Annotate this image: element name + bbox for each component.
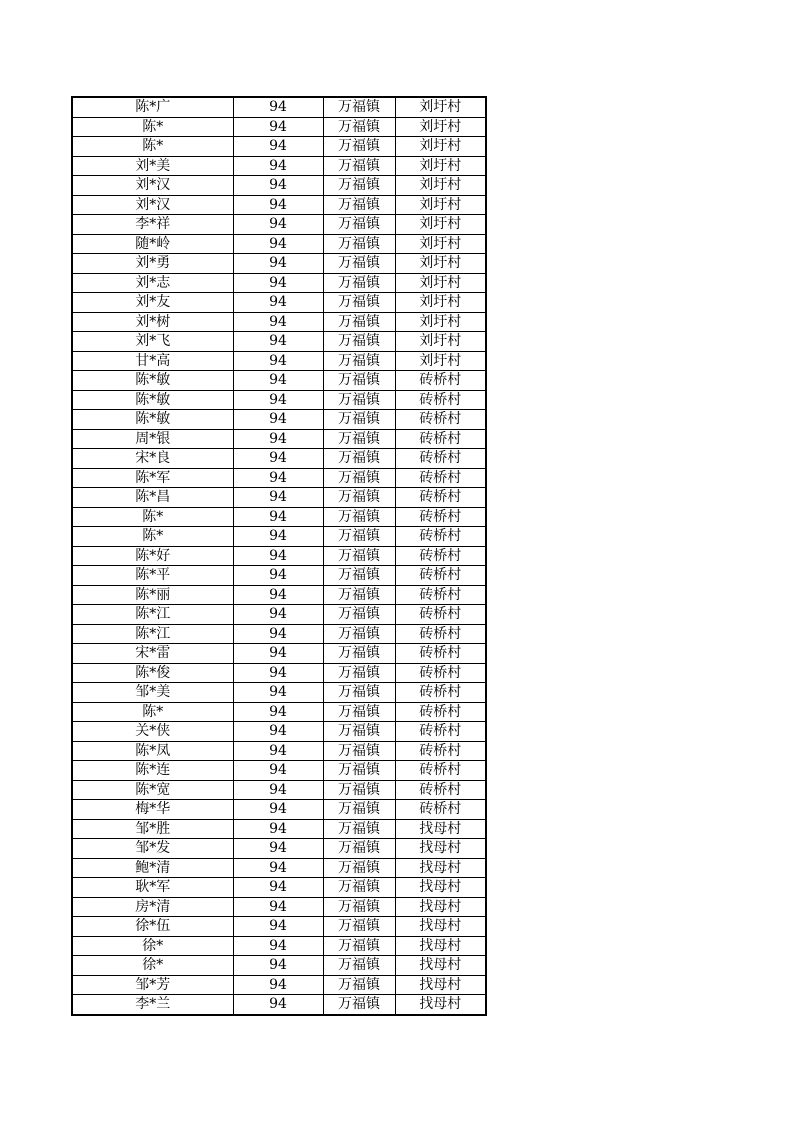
village-cell: 砖桥村 <box>395 468 486 488</box>
name-cell: 陈*江 <box>72 624 233 644</box>
town-cell: 万福镇 <box>323 371 395 391</box>
name-cell: 陈*广 <box>72 97 233 117</box>
name-cell: 陈*江 <box>72 605 233 625</box>
town-cell: 万福镇 <box>323 176 395 196</box>
name-cell: 陈*宽 <box>72 780 233 800</box>
table-row <box>72 468 486 488</box>
age-cell: 94 <box>233 293 323 313</box>
name-cell: 陈*凤 <box>72 741 233 761</box>
table-row <box>72 449 486 469</box>
village-cell: 找母村 <box>395 995 486 1015</box>
table-row <box>72 819 486 839</box>
town-cell: 万福镇 <box>323 429 395 449</box>
age-cell: 94 <box>233 917 323 937</box>
village-cell: 找母村 <box>395 839 486 859</box>
town-cell: 万福镇 <box>323 722 395 742</box>
village-cell: 砖桥村 <box>395 449 486 469</box>
age-cell: 94 <box>233 741 323 761</box>
age-cell: 94 <box>233 780 323 800</box>
table-row <box>72 936 486 956</box>
village-cell: 砖桥村 <box>395 800 486 820</box>
name-cell: 刘*友 <box>72 293 233 313</box>
name-cell: 陈*军 <box>72 468 233 488</box>
name-cell: 宋*雷 <box>72 644 233 664</box>
age-cell: 94 <box>233 371 323 391</box>
town-cell: 万福镇 <box>323 195 395 215</box>
table-row <box>72 624 486 644</box>
name-cell: 刘*美 <box>72 156 233 176</box>
name-cell: 关*侠 <box>72 722 233 742</box>
village-cell: 砖桥村 <box>395 722 486 742</box>
table-row <box>72 741 486 761</box>
village-cell: 找母村 <box>395 819 486 839</box>
age-cell: 94 <box>233 956 323 976</box>
name-cell: 刘*勇 <box>72 254 233 274</box>
data-table <box>71 96 487 1016</box>
age-cell: 94 <box>233 566 323 586</box>
age-cell: 94 <box>233 410 323 430</box>
town-cell: 万福镇 <box>323 449 395 469</box>
village-cell: 刘圩村 <box>395 351 486 371</box>
town-cell: 万福镇 <box>323 800 395 820</box>
age-cell: 94 <box>233 507 323 527</box>
village-cell: 砖桥村 <box>395 702 486 722</box>
town-cell: 万福镇 <box>323 390 395 410</box>
town-cell: 万福镇 <box>323 644 395 664</box>
name-cell: 陈*敏 <box>72 410 233 430</box>
age-cell: 94 <box>233 429 323 449</box>
table-row <box>72 117 486 137</box>
village-cell: 砖桥村 <box>395 624 486 644</box>
town-cell: 万福镇 <box>323 332 395 352</box>
table-row <box>72 507 486 527</box>
age-cell: 94 <box>233 878 323 898</box>
table-row <box>72 293 486 313</box>
age-cell: 94 <box>233 819 323 839</box>
name-cell: 刘*汉 <box>72 176 233 196</box>
town-cell: 万福镇 <box>323 917 395 937</box>
village-cell: 找母村 <box>395 858 486 878</box>
age-cell: 94 <box>233 839 323 859</box>
age-cell: 94 <box>233 546 323 566</box>
town-cell: 万福镇 <box>323 351 395 371</box>
town-cell: 万福镇 <box>323 878 395 898</box>
age-cell: 94 <box>233 332 323 352</box>
age-cell: 94 <box>233 468 323 488</box>
village-cell: 刘圩村 <box>395 176 486 196</box>
age-cell: 94 <box>233 722 323 742</box>
town-cell: 万福镇 <box>323 546 395 566</box>
age-cell: 94 <box>233 176 323 196</box>
age-cell: 94 <box>233 702 323 722</box>
age-cell: 94 <box>233 761 323 781</box>
name-cell: 陈* <box>72 507 233 527</box>
name-cell: 宋*良 <box>72 449 233 469</box>
town-cell: 万福镇 <box>323 97 395 117</box>
table-row <box>72 995 486 1015</box>
age-cell: 94 <box>233 624 323 644</box>
town-cell: 万福镇 <box>323 117 395 137</box>
table-row <box>72 956 486 976</box>
village-cell: 找母村 <box>395 917 486 937</box>
village-cell: 刘圩村 <box>395 195 486 215</box>
town-cell: 万福镇 <box>323 839 395 859</box>
age-cell: 94 <box>233 995 323 1015</box>
village-cell: 砖桥村 <box>395 683 486 703</box>
name-cell: 梅*华 <box>72 800 233 820</box>
table-row <box>72 722 486 742</box>
town-cell: 万福镇 <box>323 663 395 683</box>
table-row <box>72 780 486 800</box>
town-cell: 万福镇 <box>323 780 395 800</box>
village-cell: 砖桥村 <box>395 644 486 664</box>
table-row <box>72 273 486 293</box>
village-cell: 砖桥村 <box>395 527 486 547</box>
table-row <box>72 663 486 683</box>
town-cell: 万福镇 <box>323 312 395 332</box>
village-cell: 刘圩村 <box>395 254 486 274</box>
town-cell: 万福镇 <box>323 605 395 625</box>
name-cell: 周*银 <box>72 429 233 449</box>
town-cell: 万福镇 <box>323 819 395 839</box>
town-cell: 万福镇 <box>323 585 395 605</box>
table-row <box>72 254 486 274</box>
name-cell: 甘*高 <box>72 351 233 371</box>
table-row <box>72 156 486 176</box>
town-cell: 万福镇 <box>323 975 395 995</box>
town-cell: 万福镇 <box>323 273 395 293</box>
name-cell: 刘*志 <box>72 273 233 293</box>
village-cell: 砖桥村 <box>395 780 486 800</box>
table-row <box>72 566 486 586</box>
age-cell: 94 <box>233 215 323 235</box>
name-cell: 陈* <box>72 527 233 547</box>
village-cell: 砖桥村 <box>395 741 486 761</box>
village-cell: 刘圩村 <box>395 273 486 293</box>
town-cell: 万福镇 <box>323 683 395 703</box>
age-cell: 94 <box>233 936 323 956</box>
table-row <box>72 351 486 371</box>
age-cell: 94 <box>233 195 323 215</box>
table-row <box>72 702 486 722</box>
village-cell: 刘圩村 <box>395 97 486 117</box>
name-cell: 邹*胜 <box>72 819 233 839</box>
village-cell: 砖桥村 <box>395 663 486 683</box>
village-cell: 刘圩村 <box>395 117 486 137</box>
town-cell: 万福镇 <box>323 527 395 547</box>
name-cell: 随*岭 <box>72 234 233 254</box>
village-cell: 找母村 <box>395 878 486 898</box>
village-cell: 刘圩村 <box>395 215 486 235</box>
table-row <box>72 878 486 898</box>
town-cell: 万福镇 <box>323 234 395 254</box>
table-row <box>72 897 486 917</box>
name-cell: 陈*俊 <box>72 663 233 683</box>
village-cell: 砖桥村 <box>395 507 486 527</box>
village-cell: 砖桥村 <box>395 761 486 781</box>
age-cell: 94 <box>233 858 323 878</box>
table-row <box>72 312 486 332</box>
age-cell: 94 <box>233 897 323 917</box>
town-cell: 万福镇 <box>323 137 395 157</box>
table-row <box>72 858 486 878</box>
name-cell: 陈* <box>72 117 233 137</box>
table-row <box>72 410 486 430</box>
table-row <box>72 390 486 410</box>
age-cell: 94 <box>233 644 323 664</box>
town-cell: 万福镇 <box>323 215 395 235</box>
name-cell: 徐*伍 <box>72 917 233 937</box>
town-cell: 万福镇 <box>323 761 395 781</box>
name-cell: 李*祥 <box>72 215 233 235</box>
village-cell: 砖桥村 <box>395 585 486 605</box>
table-row <box>72 234 486 254</box>
town-cell: 万福镇 <box>323 566 395 586</box>
name-cell: 徐* <box>72 936 233 956</box>
village-cell: 刘圩村 <box>395 312 486 332</box>
age-cell: 94 <box>233 156 323 176</box>
age-cell: 94 <box>233 254 323 274</box>
town-cell: 万福镇 <box>323 741 395 761</box>
village-cell: 找母村 <box>395 897 486 917</box>
name-cell: 耿*军 <box>72 878 233 898</box>
name-cell: 陈*平 <box>72 566 233 586</box>
village-cell: 砖桥村 <box>395 410 486 430</box>
table-row <box>72 683 486 703</box>
village-cell: 砖桥村 <box>395 371 486 391</box>
village-cell: 找母村 <box>395 975 486 995</box>
name-cell: 刘*树 <box>72 312 233 332</box>
name-cell: 陈*敏 <box>72 371 233 391</box>
village-cell: 砖桥村 <box>395 429 486 449</box>
village-cell: 找母村 <box>395 956 486 976</box>
town-cell: 万福镇 <box>323 488 395 508</box>
town-cell: 万福镇 <box>323 995 395 1015</box>
table-row <box>72 546 486 566</box>
name-cell: 房*清 <box>72 897 233 917</box>
town-cell: 万福镇 <box>323 897 395 917</box>
name-cell: 陈*连 <box>72 761 233 781</box>
age-cell: 94 <box>233 605 323 625</box>
age-cell: 94 <box>233 683 323 703</box>
table-row <box>72 800 486 820</box>
town-cell: 万福镇 <box>323 410 395 430</box>
village-cell: 砖桥村 <box>395 546 486 566</box>
table-row <box>72 761 486 781</box>
name-cell: 陈*好 <box>72 546 233 566</box>
age-cell: 94 <box>233 663 323 683</box>
village-cell: 砖桥村 <box>395 390 486 410</box>
table-row <box>72 332 486 352</box>
village-cell: 砖桥村 <box>395 488 486 508</box>
table-row <box>72 917 486 937</box>
name-cell: 邹*发 <box>72 839 233 859</box>
town-cell: 万福镇 <box>323 293 395 313</box>
name-cell: 刘*飞 <box>72 332 233 352</box>
town-cell: 万福镇 <box>323 254 395 274</box>
table-row <box>72 527 486 547</box>
table-row <box>72 488 486 508</box>
age-cell: 94 <box>233 975 323 995</box>
village-cell: 刘圩村 <box>395 234 486 254</box>
name-cell: 陈*敏 <box>72 390 233 410</box>
town-cell: 万福镇 <box>323 624 395 644</box>
village-cell: 刘圩村 <box>395 137 486 157</box>
age-cell: 94 <box>233 273 323 293</box>
table-row <box>72 195 486 215</box>
table-row <box>72 371 486 391</box>
age-cell: 94 <box>233 449 323 469</box>
age-cell: 94 <box>233 488 323 508</box>
age-cell: 94 <box>233 351 323 371</box>
age-cell: 94 <box>233 137 323 157</box>
town-cell: 万福镇 <box>323 468 395 488</box>
name-cell: 陈*丽 <box>72 585 233 605</box>
village-cell: 找母村 <box>395 936 486 956</box>
table-row <box>72 429 486 449</box>
age-cell: 94 <box>233 585 323 605</box>
town-cell: 万福镇 <box>323 507 395 527</box>
table-row <box>72 176 486 196</box>
village-cell: 刘圩村 <box>395 293 486 313</box>
name-cell: 徐* <box>72 956 233 976</box>
name-cell: 陈* <box>72 137 233 157</box>
name-cell: 陈* <box>72 702 233 722</box>
town-cell: 万福镇 <box>323 156 395 176</box>
name-cell: 陈*昌 <box>72 488 233 508</box>
age-cell: 94 <box>233 800 323 820</box>
town-cell: 万福镇 <box>323 858 395 878</box>
village-cell: 砖桥村 <box>395 566 486 586</box>
age-cell: 94 <box>233 234 323 254</box>
age-cell: 94 <box>233 97 323 117</box>
table-body <box>72 97 486 1015</box>
table-row <box>72 644 486 664</box>
table-row <box>72 585 486 605</box>
table-row <box>72 839 486 859</box>
table-row <box>72 605 486 625</box>
town-cell: 万福镇 <box>323 956 395 976</box>
name-cell: 李*兰 <box>72 995 233 1015</box>
village-cell: 砖桥村 <box>395 605 486 625</box>
village-cell: 刘圩村 <box>395 156 486 176</box>
name-cell: 刘*汉 <box>72 195 233 215</box>
name-cell: 鲍*清 <box>72 858 233 878</box>
age-cell: 94 <box>233 312 323 332</box>
table-row <box>72 97 486 117</box>
table-row <box>72 975 486 995</box>
town-cell: 万福镇 <box>323 702 395 722</box>
village-cell: 刘圩村 <box>395 332 486 352</box>
table-row <box>72 137 486 157</box>
age-cell: 94 <box>233 390 323 410</box>
name-cell: 邹*芳 <box>72 975 233 995</box>
name-cell: 邹*美 <box>72 683 233 703</box>
age-cell: 94 <box>233 117 323 137</box>
age-cell: 94 <box>233 527 323 547</box>
town-cell: 万福镇 <box>323 936 395 956</box>
table-row <box>72 215 486 235</box>
